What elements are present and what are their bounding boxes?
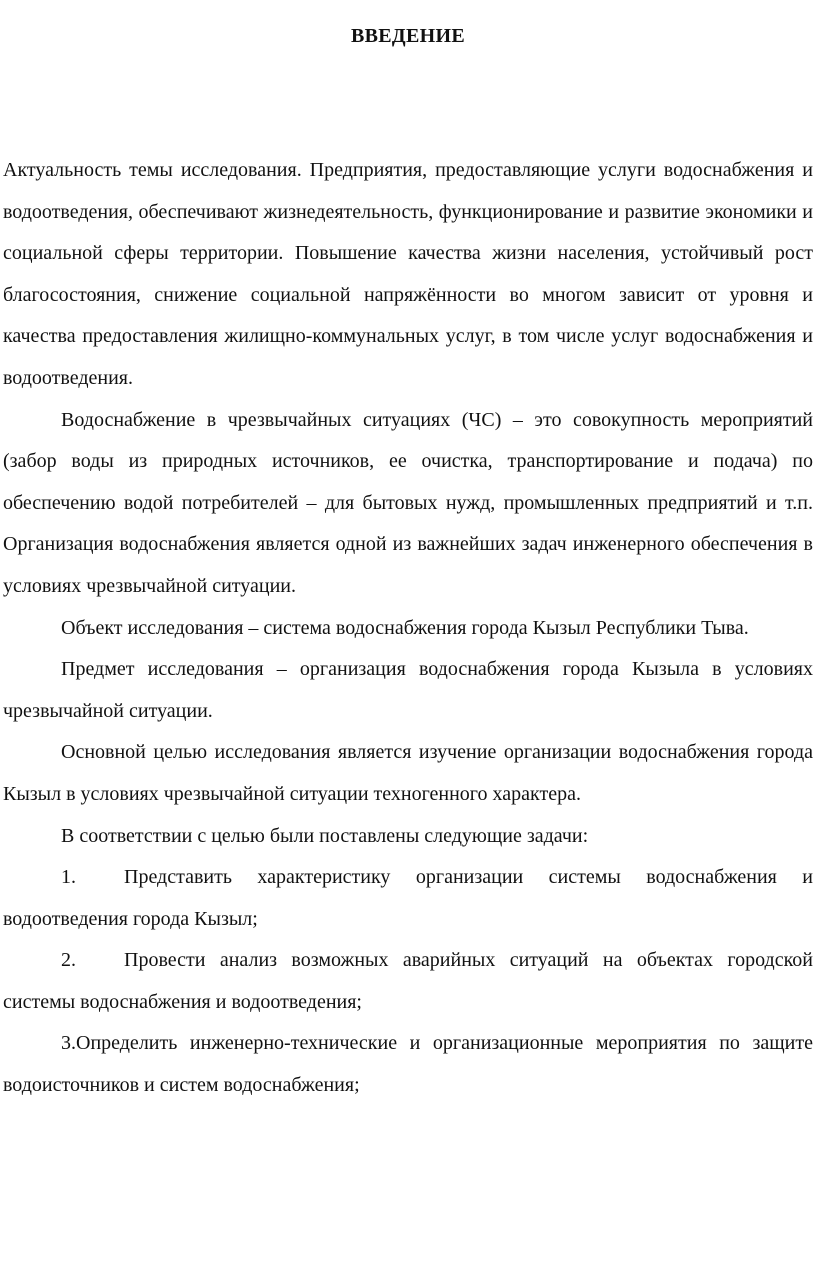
task-text: 3.Определить инженерно-технические и организационные мероприятия по защите водоисточников и систем водоснабжения;	[3, 1032, 813, 1097]
task-number: 2.	[61, 949, 76, 972]
paragraph-research-object: Объект исследования – система водоснабжения города Кызыл Республики Тыва.	[61, 616, 749, 639]
paragraph-relevance: Актуальность темы исследования. Предприятия, предоставляющие услуги водоснабжения и водоотведения, обеспечивают жизнедеятельность, функционирование и развитие экономики и социальной сферы территории. Повышение качества жизни населения, устойчивый рост благосостояния, снижение социальной напряжённости во многом зависит от уровня и качества предоставления жилищно-коммунальных услуг, в том числе услуг водоснабжения и водоотведения.	[3, 159, 813, 389]
task-item-1	[3, 857, 813, 940]
paragraph-research-goal: Основной целью исследования является изучение организации водоснабжения города Кызыл в условиях чрезвычайной ситуации техногенного характера.	[3, 741, 813, 805]
task-item-2	[3, 940, 813, 1023]
paragraph-tasks-intro: В соответствии с целью были поставлены следующие задачи:	[61, 824, 589, 847]
page-title: ВВЕДЕНИЕ	[351, 25, 465, 47]
task-item-3	[3, 1023, 813, 1106]
paragraph-research-subject: Предмет исследования – организация водоснабжения города Кызыла в условиях чрезвычайной ситуации.	[3, 658, 813, 722]
document-page	[3, 22, 813, 1107]
task-text: Представить характеристику организации системы водоснабжения и водоотведения города Кызыл;	[3, 866, 813, 930]
task-number: 1.	[61, 866, 76, 889]
paragraph-water-supply-definition: Водоснабжение в чрезвычайных ситуациях (ЧС) – это совокупность мероприятий (забор воды из природных источников, ее очистка, транспортирование и подача) по обеспечению водой потребителей – для бытовых нужд, промышленных предприятий и т.п. Организация водоснабжения является одной из важнейших задач инженерного обеспечения в условиях чрезвычайной ситуации.	[3, 408, 813, 597]
task-text: Провести анализ возможных аварийных ситуаций на объектах городской системы водоснабжения и водоотведения;	[3, 949, 813, 1013]
